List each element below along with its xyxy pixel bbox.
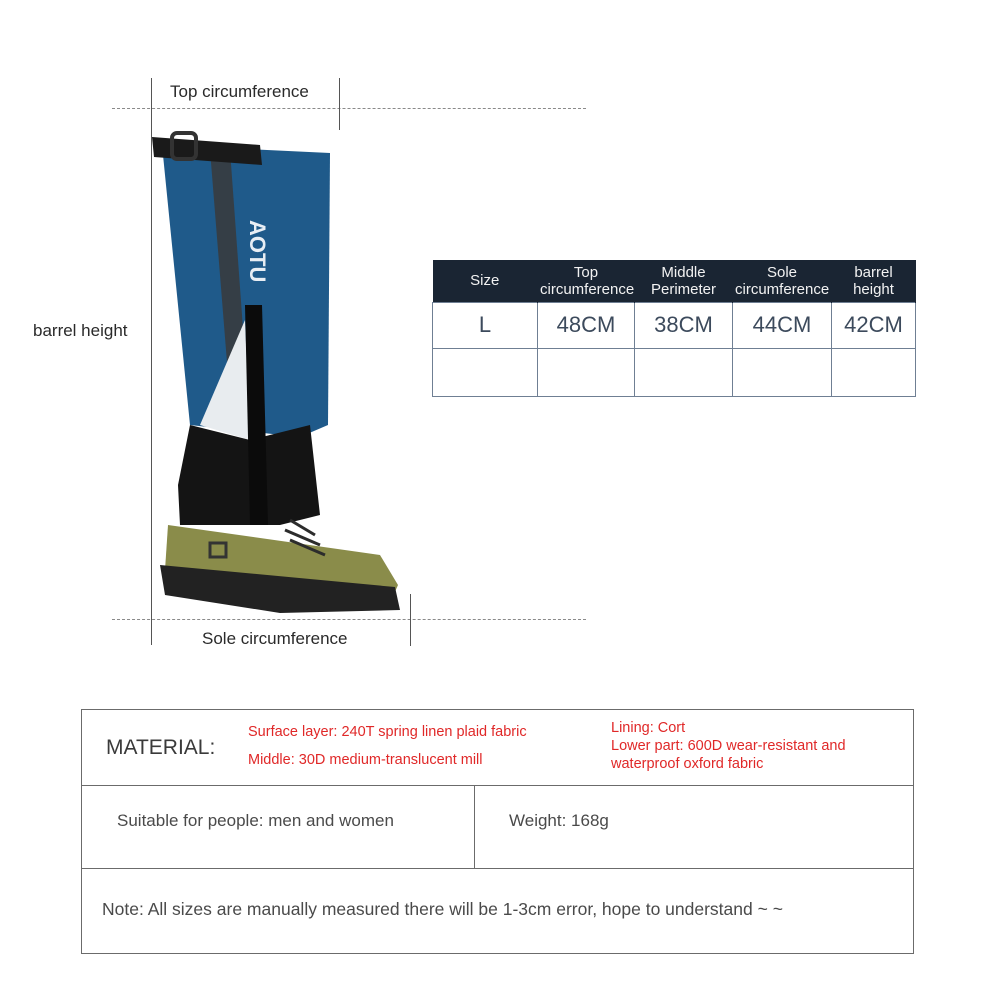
material-info-box <box>81 709 914 954</box>
size-table <box>432 260 916 397</box>
cell-barrel-height: 42CM <box>832 302 916 348</box>
cell-empty <box>733 348 832 396</box>
cell-empty <box>433 348 538 396</box>
cell-empty <box>538 348 635 396</box>
brand-logo-text: AOTU <box>245 220 270 283</box>
bottom-dashed-guide <box>112 619 586 620</box>
material-lining: Lining: Cort <box>611 720 686 736</box>
note-text: Note: All sizes are manually measured there will be 1-3cm error, hope to understand ~ ~ <box>102 899 783 919</box>
material-title: MATERIAL: <box>106 736 216 759</box>
header-barrel-height: barrel height <box>832 260 916 302</box>
table-row-empty <box>433 348 916 396</box>
gaiter-product-image <box>150 125 410 615</box>
header-middle-perimeter: Middle Perimeter <box>635 260 733 302</box>
material-surface-layer: Surface layer: 240T spring linen plaid fabric <box>248 724 527 740</box>
sole-circumference-label: Sole circumference <box>202 629 348 648</box>
cell-middle-perimeter: 38CM <box>635 302 733 348</box>
cell-empty <box>832 348 916 396</box>
size-table-header-row <box>433 260 916 302</box>
header-size: Size <box>433 260 538 302</box>
suitability-weight-row <box>82 786 913 869</box>
suitable-for-text: Suitable for people: men and women <box>117 811 394 830</box>
cell-sole-circumference: 44CM <box>733 302 832 348</box>
material-row <box>82 710 913 786</box>
material-lower-part: Lower part: 600D wear-resistant and <box>611 738 846 754</box>
material-middle: Middle: 30D medium-translucent mill <box>248 752 483 768</box>
header-top-circumference: Top circumference <box>538 260 635 302</box>
table-row <box>433 302 916 348</box>
top-circumference-label: Top circumference <box>170 82 309 101</box>
cell-size: L <box>433 302 538 348</box>
row-divider <box>474 786 475 868</box>
top-dashed-guide <box>112 108 586 109</box>
sole-circumference-tick <box>410 594 411 646</box>
weight-text: Weight: 168g <box>509 811 609 830</box>
top-circumference-tick <box>339 78 340 130</box>
cell-top-circumference: 48CM <box>538 302 635 348</box>
barrel-height-label: barrel height <box>33 321 128 340</box>
header-sole-circumference: Sole circumference <box>733 260 832 302</box>
material-lower-part-cont: waterproof oxford fabric <box>611 756 764 772</box>
cell-empty <box>635 348 733 396</box>
